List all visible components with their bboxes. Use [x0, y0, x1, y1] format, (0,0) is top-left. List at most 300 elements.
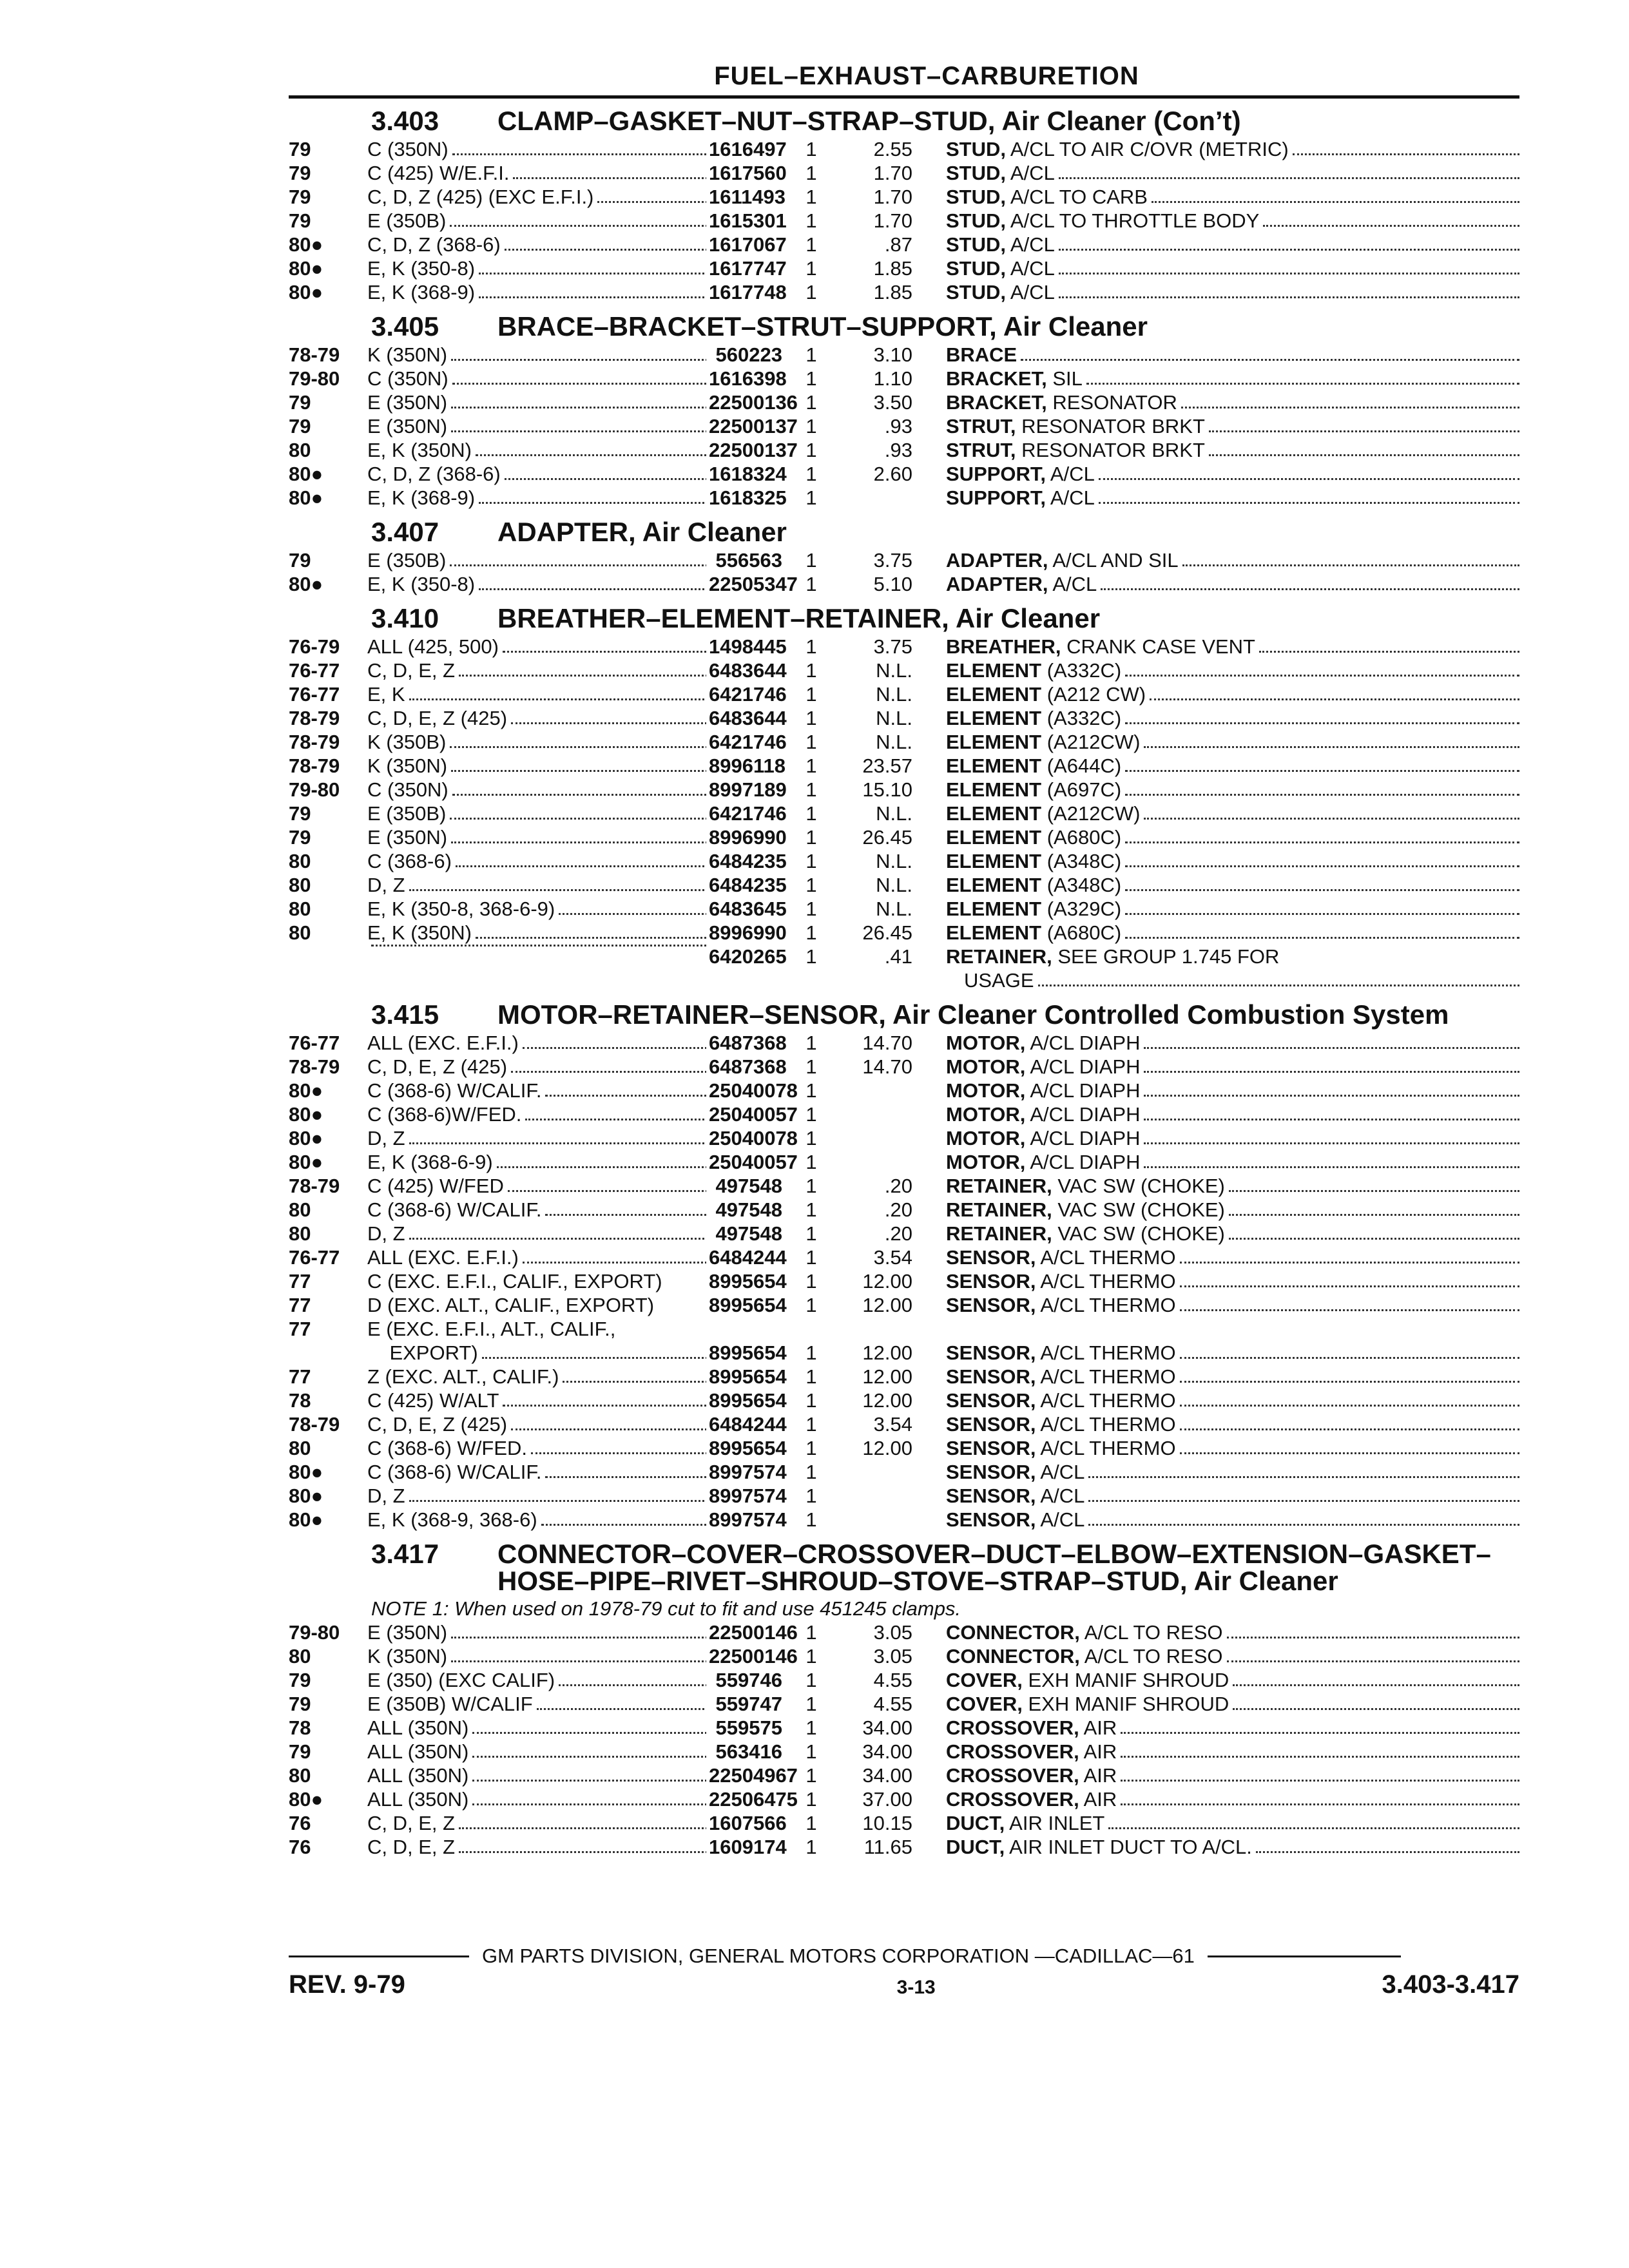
table-row: [289, 1174, 1519, 1198]
year-cell: 77: [289, 1270, 311, 1293]
year-cell: 78: [289, 1389, 311, 1412]
year-cell: 78-79: [289, 1055, 340, 1078]
dot-leader: [1121, 1716, 1519, 1734]
description-cell: [912, 462, 1519, 486]
table-row: [289, 548, 1519, 572]
quantity: 1: [805, 1032, 817, 1054]
part-name: BRACKET,: [946, 391, 1047, 414]
model-cell: [367, 1835, 715, 1859]
model-text: E (EXC. E.F.I., ALT., CALIF.,: [367, 1317, 619, 1341]
dot-leader: [1125, 921, 1519, 939]
quantity: 1: [805, 439, 817, 461]
description-cell: [912, 849, 1519, 873]
quantity: 1: [805, 635, 817, 658]
part-name: SENSOR,: [946, 1413, 1036, 1436]
dot-leader: [1180, 1365, 1519, 1383]
description-cell: [912, 390, 1519, 414]
model-text: C, D, E, Z: [367, 658, 459, 682]
description-cell: [912, 1102, 1519, 1126]
part-number: 1617747: [706, 256, 782, 280]
part-desc: A/CL TO RESO: [1079, 1621, 1223, 1644]
price: N.L.: [876, 898, 912, 920]
part-desc: (A329C): [1041, 898, 1122, 920]
part-desc: A/CL THERMO: [1036, 1246, 1176, 1269]
quantity: 1: [805, 921, 817, 944]
dot-leader: [1180, 1412, 1519, 1430]
year-cell: 76-79: [289, 635, 340, 658]
part-number: 6484235: [706, 873, 782, 897]
table-row: [289, 945, 1519, 992]
dot-leader: [456, 849, 715, 867]
part-desc: (A332C): [1041, 659, 1122, 682]
dot-leader: [1125, 873, 1519, 891]
table-row: [289, 1365, 1519, 1389]
dot-leader: [1086, 367, 1519, 385]
part-number: 22504967: [706, 1763, 782, 1787]
description-cell: [912, 548, 1519, 572]
model-text: C (350N): [367, 778, 452, 802]
dot-leader: [1099, 486, 1519, 504]
model-cell: [367, 658, 715, 682]
part-desc: A/CL THERMO: [1036, 1389, 1176, 1412]
description-cell: [912, 1740, 1519, 1763]
year-cell: 76-77: [289, 1032, 340, 1054]
part-number: 25040057: [706, 1102, 782, 1126]
model-text: ALL (350N): [367, 1763, 472, 1787]
dot-leader: [559, 897, 715, 915]
dot-leader: [1229, 1174, 1519, 1192]
year-cell: 78-79: [289, 343, 340, 366]
model-text: C (368-6) W/CALIF.: [367, 1460, 545, 1484]
part-desc: (A680C): [1041, 921, 1122, 944]
dot-leader: [459, 1811, 715, 1829]
part-name: ELEMENT: [946, 874, 1042, 896]
part-number: 559575: [706, 1716, 782, 1740]
model-text: C, D, Z (368-6): [367, 462, 505, 486]
model-text: E (350) (EXC CALIF): [367, 1668, 559, 1692]
model-text: E (350B): [367, 209, 450, 233]
year-cell: 79: [289, 1669, 311, 1691]
price: 26.45: [862, 826, 912, 849]
quantity: 1: [805, 1836, 817, 1858]
price: 3.05: [873, 1645, 912, 1667]
part-name: DUCT,: [946, 1836, 1005, 1858]
year-cell: 80: [289, 1645, 311, 1667]
dot-leader: [537, 1692, 715, 1710]
part-number: 8997574: [706, 1508, 782, 1532]
model-text: C (425) W/FED: [367, 1174, 508, 1198]
price: N.L.: [876, 850, 912, 872]
model-cell: [367, 873, 715, 897]
description-cell: [912, 280, 1519, 304]
year-cell: 80●: [289, 281, 323, 303]
part-desc: AIR INLET: [1005, 1812, 1105, 1834]
table-row: [289, 1835, 1519, 1859]
model-cell: [367, 1460, 715, 1484]
part-desc: (A697C): [1041, 778, 1122, 801]
table-row: [289, 1198, 1519, 1222]
table-row: [289, 1317, 1519, 1341]
part-number: 8995654: [706, 1389, 782, 1412]
part-name: ELEMENT: [946, 826, 1042, 849]
description-cell: [912, 414, 1519, 438]
part-name: STUD,: [946, 162, 1006, 184]
description-cell: [912, 1126, 1519, 1150]
model-cell: [367, 256, 715, 280]
quantity: 1: [805, 573, 817, 595]
table-row: [289, 1031, 1519, 1055]
year-cell: 76: [289, 1812, 311, 1834]
dot-leader: [523, 1245, 715, 1264]
part-desc: A/CL THERMO: [1036, 1294, 1176, 1316]
dot-leader: [450, 548, 715, 566]
part-name: SENSOR,: [946, 1341, 1036, 1364]
model-cell: [367, 462, 715, 486]
price: 1.70: [873, 209, 912, 232]
part-desc: A/CL THERMO: [1036, 1365, 1176, 1388]
part-name: SENSOR,: [946, 1294, 1036, 1316]
dot-leader: [1125, 658, 1519, 677]
dot-leader: [1144, 1055, 1519, 1073]
price: 3.75: [873, 635, 912, 658]
part-desc: AIR: [1079, 1788, 1117, 1811]
year-cell: 80: [289, 1222, 311, 1245]
table-row: [289, 1126, 1519, 1150]
year-cell: 78-79: [289, 1413, 340, 1436]
dot-leader: [1144, 1126, 1519, 1144]
description-cell: [912, 730, 1519, 754]
part-name: ELEMENT: [946, 921, 1042, 944]
part-name: STRUT,: [946, 439, 1016, 461]
year-cell: 77: [289, 1318, 311, 1340]
year-cell: 80●: [289, 1461, 323, 1483]
model-text: C (425) W/ALT: [367, 1389, 503, 1412]
section-title: ADAPTER, Air Cleaner: [497, 517, 787, 547]
year-cell: 79-80: [289, 778, 340, 801]
part-number: 1616497: [706, 137, 782, 161]
part-name: ELEMENT: [946, 754, 1042, 777]
dot-leader: [1144, 1102, 1519, 1120]
model-cell: [367, 682, 715, 706]
table-row: [289, 1436, 1519, 1460]
table-row: [289, 367, 1519, 390]
table-row: [289, 706, 1519, 730]
table-row: [289, 1692, 1519, 1716]
table-row: [289, 256, 1519, 280]
quantity: 1: [805, 549, 817, 572]
section-header: [289, 313, 1519, 340]
description-cell: [912, 1222, 1519, 1245]
part-name: SUPPORT,: [946, 486, 1046, 509]
quantity: 1: [805, 1461, 817, 1483]
description-cell: [912, 1620, 1519, 1644]
description-cell: [912, 486, 1519, 510]
description-cell: [912, 438, 1519, 462]
quantity: 1: [805, 1508, 817, 1531]
model-cell: [367, 1365, 715, 1389]
table-row: [289, 1763, 1519, 1787]
part-desc: SEE GROUP 1.745 FOR: [1052, 945, 1280, 968]
dot-leader: [1121, 1787, 1519, 1805]
quantity: 1: [805, 1389, 817, 1412]
part-name: CROSSOVER,: [946, 1764, 1079, 1787]
model-text: ALL (350N): [367, 1787, 472, 1811]
part-number: 497548: [706, 1222, 782, 1245]
price: 4.55: [873, 1693, 912, 1715]
part-name: RETAINER,: [946, 1175, 1052, 1197]
quantity: 1: [805, 802, 817, 825]
model-cell: [367, 137, 715, 161]
part-desc: A/CL: [1006, 281, 1055, 303]
quantity: 1: [805, 1716, 817, 1739]
part-number: 8995654: [706, 1269, 782, 1293]
model-text: K (350N): [367, 343, 451, 367]
model-cell: [367, 1198, 715, 1222]
part-name: CROSSOVER,: [946, 1716, 1079, 1739]
model-text: ALL (350N): [367, 1740, 472, 1763]
year-cell: 76: [289, 1836, 311, 1858]
dot-leader: [505, 233, 715, 251]
dot-leader: [450, 209, 715, 227]
part-name: BREATHER,: [946, 635, 1061, 658]
part-name: MOTOR,: [946, 1151, 1026, 1173]
description-cell: [912, 137, 1519, 161]
dot-leader: [409, 1484, 715, 1502]
part-desc: A/CL THERMO: [1036, 1270, 1176, 1293]
price: 23.57: [862, 754, 912, 777]
dot-leader: [451, 414, 715, 432]
dot-leader: [479, 486, 715, 504]
section-title: CONNECTOR–COVER–CROSSOVER–DUCT–ELBOW–EXTENSION–GASKET–HOSE–PIPE–RIVET–SHROUD–STOVE–STRAP–STUD, Air Cleaner: [497, 1539, 1491, 1596]
model-text: C (350N): [367, 367, 452, 390]
part-desc: A/CL DIAPH: [1025, 1103, 1141, 1126]
part-number: 6484235: [706, 849, 782, 873]
section-number: 3.410: [371, 603, 439, 633]
part-desc: (A212 CW): [1041, 683, 1146, 706]
model-text: E (350N): [367, 825, 451, 849]
dot-leader: [452, 137, 715, 155]
model-cell: [367, 635, 715, 658]
year-cell: 79: [289, 1693, 311, 1715]
year-cell: 80●: [289, 1485, 323, 1507]
dot-leader: [1180, 1269, 1519, 1287]
model-cell: [367, 1079, 715, 1102]
year-cell: 80●: [289, 1079, 323, 1102]
dot-leader: [1256, 1835, 1519, 1853]
price: 14.70: [862, 1032, 912, 1054]
part-name: MOTOR,: [946, 1032, 1026, 1054]
quantity: 1: [805, 1621, 817, 1644]
model-cell: [367, 1341, 715, 1365]
dot-leader: [1182, 548, 1519, 566]
description-cell: [912, 1811, 1519, 1835]
dot-leader: [409, 682, 715, 700]
quantity: 1: [805, 415, 817, 437]
part-desc: A/CL DIAPH: [1025, 1127, 1141, 1149]
quantity: 1: [805, 162, 817, 184]
price: 1.85: [873, 281, 912, 303]
part-name: MOTOR,: [946, 1103, 1026, 1126]
table-row: [289, 1102, 1519, 1126]
model-cell: [367, 1150, 715, 1174]
part-desc: A/CL DIAPH: [1025, 1079, 1141, 1102]
part-desc: A/CL DIAPH: [1025, 1055, 1141, 1078]
model-cell: [367, 778, 715, 802]
part-number: 8997574: [706, 1460, 782, 1484]
table-row: [289, 390, 1519, 414]
revision-label: REV. 9-79: [289, 1970, 405, 1999]
page-title: FUEL–EXHAUST–CARBURETION: [714, 62, 1139, 90]
model-cell: [367, 1245, 715, 1269]
table-row: [289, 1245, 1519, 1269]
part-desc: A/CL TO CARB: [1006, 186, 1148, 208]
table-row: [289, 1716, 1519, 1740]
description-cell: [912, 209, 1519, 233]
price: .41: [884, 945, 912, 968]
year-cell: 80●: [289, 257, 323, 280]
price: N.L.: [876, 731, 912, 753]
model-cell: [367, 1436, 715, 1460]
year-cell: 79: [289, 209, 311, 232]
model-cell: [367, 706, 715, 730]
table-row: [289, 778, 1519, 802]
model-cell: [367, 1412, 715, 1436]
part-name: ADAPTER,: [946, 573, 1048, 595]
description-cell: [912, 682, 1519, 706]
quantity: 1: [805, 1669, 817, 1691]
part-number: 22500137: [706, 438, 782, 462]
model-text: E, K (350-8, 368-6-9): [367, 897, 559, 921]
part-desc: (A680C): [1041, 826, 1122, 849]
model-text: D, Z: [367, 873, 409, 897]
dot-leader: [511, 1055, 715, 1073]
price: 2.60: [873, 463, 912, 485]
dot-leader: [1180, 1436, 1519, 1454]
quantity: 1: [805, 391, 817, 414]
model-text: K (350N): [367, 1644, 451, 1668]
year-cell: 79-80: [289, 1621, 340, 1644]
price: 5.10: [873, 573, 912, 595]
description-cell: [912, 754, 1519, 778]
year-cell: 78-79: [289, 1175, 340, 1197]
model-text: C, D, E, Z: [367, 1811, 459, 1835]
model-text: E (350N): [367, 390, 451, 414]
part-name: SENSOR,: [946, 1270, 1036, 1293]
section-title: CLAMP–GASKET–NUT–STRAP–STUD, Air Cleaner (Con’t): [497, 106, 1241, 136]
section-header: [289, 1541, 1519, 1595]
quantity: 1: [805, 138, 817, 160]
price: .93: [884, 415, 912, 437]
model-cell: [367, 802, 715, 825]
part-number: 497548: [706, 1198, 782, 1222]
table-row: [289, 802, 1519, 825]
model-cell: [367, 1787, 715, 1811]
part-number: 1618325: [706, 486, 782, 510]
part-name: STRUT,: [946, 415, 1016, 437]
description-cell: [912, 1787, 1519, 1811]
price: 3.54: [873, 1413, 912, 1436]
model-cell: [367, 1102, 715, 1126]
table-row: [289, 185, 1519, 209]
part-desc: (A644C): [1041, 754, 1122, 777]
dot-leader: [1125, 825, 1519, 843]
part-number: 556563: [706, 548, 782, 572]
description-cell: [912, 802, 1519, 825]
model-text: E (350B): [367, 548, 450, 572]
part-desc: (A348C): [1041, 850, 1122, 872]
part-name: ELEMENT: [946, 778, 1042, 801]
model-cell: [367, 730, 715, 754]
price: 11.65: [863, 1836, 912, 1858]
price: 34.00: [862, 1764, 912, 1787]
part-number: 560223: [706, 343, 782, 367]
part-number: 22500146: [706, 1620, 782, 1644]
part-number: 25040078: [706, 1126, 782, 1150]
year-cell: 80: [289, 898, 311, 920]
model-text: [367, 945, 371, 952]
year-cell: 80●: [289, 463, 323, 485]
dot-leader: [1209, 438, 1519, 456]
part-name: CONNECTOR,: [946, 1621, 1080, 1644]
table-row: [289, 486, 1519, 510]
section-header: [289, 108, 1519, 135]
dot-leader: [476, 438, 715, 456]
quantity: 1: [805, 1341, 817, 1364]
table-row: [289, 572, 1519, 596]
description-cell: [912, 1835, 1519, 1859]
table-row: [289, 730, 1519, 754]
dot-leader: [1293, 137, 1519, 155]
part-number: 8995654: [706, 1293, 782, 1317]
section-number: 3.415: [371, 999, 439, 1030]
part-desc: A/CL: [1036, 1461, 1085, 1483]
model-text: E (350N): [367, 1620, 451, 1644]
dot-leader: [508, 1174, 715, 1192]
model-cell: [367, 1508, 715, 1532]
dot-leader: [451, 825, 715, 843]
quantity: 1: [805, 1645, 817, 1667]
description-cell: [912, 1245, 1519, 1269]
description-cell: [912, 778, 1519, 802]
part-name: CROSSOVER,: [946, 1788, 1079, 1811]
table-row: [289, 1740, 1519, 1763]
dot-leader: [1059, 233, 1519, 251]
price: N.L.: [876, 874, 912, 896]
model-text: E, K (368-6-9): [367, 1150, 497, 1174]
price: 1.85: [873, 257, 912, 280]
part-name: ELEMENT: [946, 802, 1042, 825]
part-number: 8995654: [706, 1436, 782, 1460]
part-desc: AIR: [1079, 1716, 1117, 1739]
dot-leader: [1144, 1031, 1519, 1049]
part-desc: A/CL TO THROTTLE BODY: [1006, 209, 1260, 232]
footer-rule-left: [289, 1956, 469, 1957]
dot-leader: [1229, 1222, 1519, 1240]
quantity: 1: [805, 731, 817, 753]
part-name: ELEMENT: [946, 898, 1042, 920]
table-row: [289, 897, 1519, 921]
part-name: BRACKET,: [946, 367, 1047, 390]
part-number: 1617748: [706, 280, 782, 304]
part-number: 559746: [706, 1668, 782, 1692]
model-cell: [367, 343, 715, 367]
model-cell: [367, 280, 715, 304]
part-number: 1498445: [706, 635, 782, 658]
dot-leader: [503, 1389, 715, 1407]
part-number: 8995654: [706, 1341, 782, 1365]
model-cell: [367, 825, 715, 849]
part-number: 1617067: [706, 233, 782, 256]
